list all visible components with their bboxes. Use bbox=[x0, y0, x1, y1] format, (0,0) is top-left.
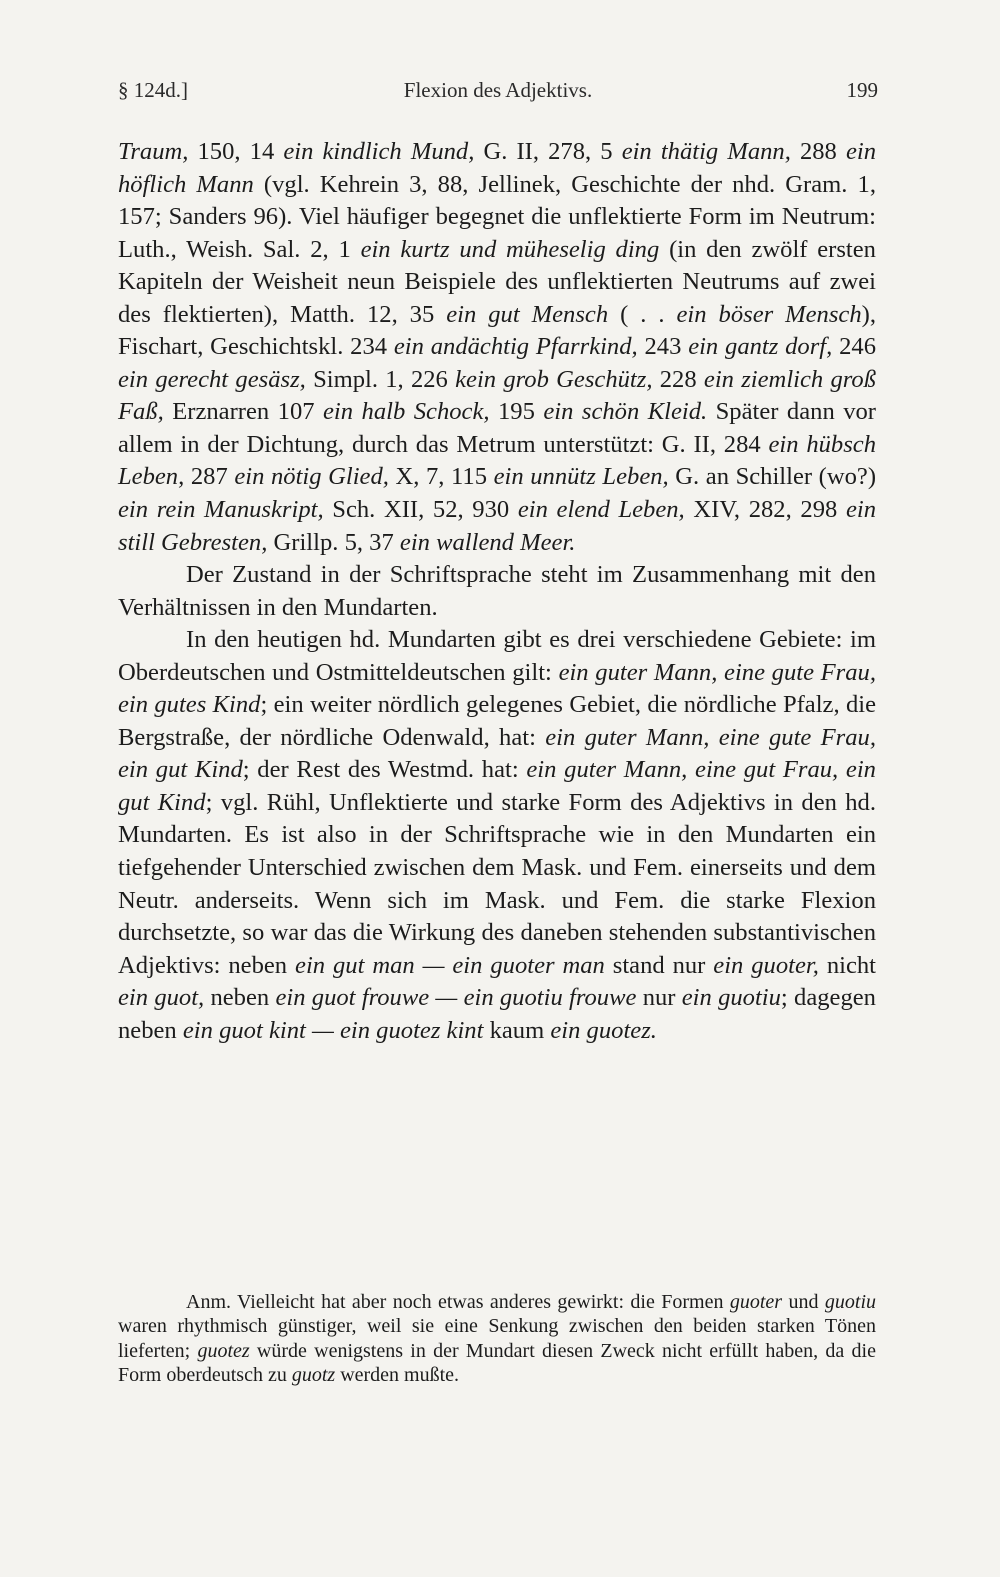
italic-text-run: ein guot frouwe — ein guotiu frouwe bbox=[275, 984, 637, 1012]
text-run: 246 bbox=[832, 333, 876, 361]
text-run: G. II, 278, 5 bbox=[474, 138, 622, 165]
italic-text-run: ein rein Manuskript, bbox=[118, 496, 324, 524]
text-run: 150, 14 bbox=[188, 138, 284, 165]
italic-text-run: ein guotez. bbox=[550, 1016, 657, 1044]
text-run: neben bbox=[204, 984, 276, 1012]
italic-text-run: guoter bbox=[729, 1291, 783, 1313]
italic-text-run: ein unnütz Leben, bbox=[493, 463, 669, 491]
main-text bbox=[118, 136, 876, 1047]
text-run: und bbox=[782, 1291, 825, 1313]
text-run: X, 7, 115 bbox=[388, 463, 494, 491]
italic-text-run: ein höflich Mann bbox=[118, 138, 877, 198]
text-run: 288 bbox=[790, 138, 846, 165]
italic-text-run: ein gantz dorf, bbox=[688, 333, 833, 361]
text-run: Der Zustand in der Schriftsprache steht im Zusammenhang mit den Verhältnissen in den Mundarten. bbox=[118, 561, 876, 621]
italic-text-run: ein still Gebresten, bbox=[118, 496, 876, 556]
italic-text-run: ein kindlich Mund, bbox=[283, 138, 475, 165]
note-paragraph bbox=[118, 1290, 876, 1388]
text-run: Erznarren 107 bbox=[163, 398, 324, 426]
text-run: 195 bbox=[489, 398, 544, 426]
body-paragraph bbox=[118, 559, 876, 624]
text-run: stand nur bbox=[604, 951, 714, 979]
italic-text-run: ein hübsch Leben, bbox=[118, 430, 876, 491]
italic-text-run: ein schön Kleid. bbox=[543, 398, 708, 426]
italic-text-run: kein grob Geschütz, bbox=[455, 365, 653, 393]
text-run: (in den zwölf ersten Kapiteln der Weisheit neun Beispiele des unflektierten Neutrums auf zwei des flektierten), Matth. 12, 35 bbox=[118, 235, 876, 328]
italic-text-run: ein guoter, bbox=[713, 951, 819, 979]
text-run: XIV, 282, 298 bbox=[684, 496, 846, 524]
italic-text-run: ein kurtz und müheselig ding bbox=[360, 235, 660, 263]
text-run: würde wenigstens in der Mundart diesen Zweck nicht erfüllt haben, da die Form oberdeutsch zu bbox=[118, 1339, 876, 1387]
running-title: Flexion des Adjektivs. bbox=[403, 78, 593, 102]
italic-text-run: ein böser Mensch bbox=[676, 300, 862, 328]
text-run: ), Fischart, Geschichtskl. 234 bbox=[118, 300, 876, 361]
text-run: ; der Rest des Westmd. hat: bbox=[242, 756, 527, 784]
section-reference: § 124d.] bbox=[118, 78, 188, 102]
italic-text-run: ein guot, bbox=[118, 984, 205, 1012]
italic-text-run: ein guot kint — ein guotez kint bbox=[182, 1016, 484, 1044]
text-run: (vgl. Kehrein 3, 88, Jellinek, Geschichte der nhd. Gram. 1, 157; Sanders 96). Viel häufiger begegnet die unflektierte Form im Neutrum: Luth., Weish. Sal. 2, 1 bbox=[118, 170, 876, 263]
italic-text-run: guotiu bbox=[824, 1291, 877, 1313]
italic-text-run: ein andächtig Pfarrkind, bbox=[393, 333, 638, 361]
italic-text-run: guotz bbox=[291, 1364, 336, 1387]
italic-text-run: ein guter Mann, eine gute Frau, ein gutes Kind bbox=[118, 658, 876, 719]
italic-text-run: ein gerecht gesäsz, bbox=[118, 365, 306, 393]
text-run: 243 bbox=[637, 333, 689, 361]
italic-text-run: ein guotiu bbox=[681, 984, 781, 1012]
italic-text-run: ein gut Mensch bbox=[446, 300, 609, 328]
body-paragraph bbox=[118, 624, 876, 1047]
text-run: ; dagegen neben bbox=[118, 984, 876, 1044]
running-header bbox=[118, 78, 878, 108]
italic-text-run: ein guter Mann, eine gute Frau, ein gut Kind bbox=[118, 723, 877, 784]
italic-text-run: ein thätig Mann, bbox=[621, 138, 791, 165]
text-run: Simpl. 1, 226 bbox=[305, 365, 456, 393]
text-run: waren rhythmisch günstiger, weil sie eine Senkung zwischen den beiden starken Tönen lieferten; bbox=[118, 1315, 876, 1362]
italic-text-run: ein nötig Glied, bbox=[234, 463, 389, 491]
text-run: Grillp. 5, 37 bbox=[267, 528, 400, 556]
italic-text-run: Traum, bbox=[118, 138, 189, 165]
text-run: kaum bbox=[483, 1016, 551, 1044]
text-run: nur bbox=[636, 984, 682, 1012]
text-run: Sch. XII, 52, 930 bbox=[323, 496, 518, 524]
page-number: 199 bbox=[846, 78, 878, 102]
text-run: Anm. Vielleicht hat aber noch etwas anderes gewirkt: die Formen bbox=[186, 1291, 730, 1313]
text-run: ; vgl. Rühl, Unflektierte und starke Form des Adjektivs in den hd. Mundarten. Es ist also in der Schriftsprache wie in den Mundarten ein tiefgehender Unterschied zwischen dem Mask. und Fem. einerseits und dem Neutr. anderseits. Wenn sich im Mask. und Fem. die starke Flexion durchsetzte, so war das die Wirkung des daneben stehenden substantivischen Adjektivs: neben bbox=[118, 788, 877, 979]
text-run: nicht bbox=[818, 951, 876, 979]
body-paragraph bbox=[118, 136, 876, 559]
italic-text-run: ein elend Leben, bbox=[517, 496, 685, 524]
italic-text-run: ein halb Schock, bbox=[323, 398, 490, 426]
text-run: Später dann vor allem in der Dichtung, durch das Metrum unterstützt: G. II, 284 bbox=[118, 398, 876, 458]
italic-text-run: ein wallend Meer. bbox=[399, 528, 576, 556]
annotation-note bbox=[118, 1290, 876, 1388]
text-run: werden mußte. bbox=[335, 1364, 460, 1387]
text-run: 287 bbox=[184, 463, 235, 491]
text-run: 228 bbox=[652, 365, 704, 393]
text-run: ( . . bbox=[608, 300, 677, 328]
italic-text-run: ein ziemlich groß Faß, bbox=[118, 365, 877, 426]
text-run: G. an Schiller (wo?) bbox=[668, 463, 877, 491]
italic-text-run: ein guter Mann, eine gut Frau, ein gut Kind bbox=[118, 756, 876, 816]
text-run: In den heutigen hd. Mundarten gibt es drei verschiedene Gebiete: im Oberdeutschen und Ostmitteldeutschen gilt: bbox=[118, 626, 876, 686]
italic-text-run: ein gut man — ein guoter man bbox=[295, 951, 605, 979]
text-run: ; ein weiter nördlich gelegenes Gebiet, die nördliche Pfalz, die Bergstraße, der nördliche Odenwald, hat: bbox=[118, 691, 876, 751]
italic-text-run: guotez bbox=[197, 1339, 250, 1362]
